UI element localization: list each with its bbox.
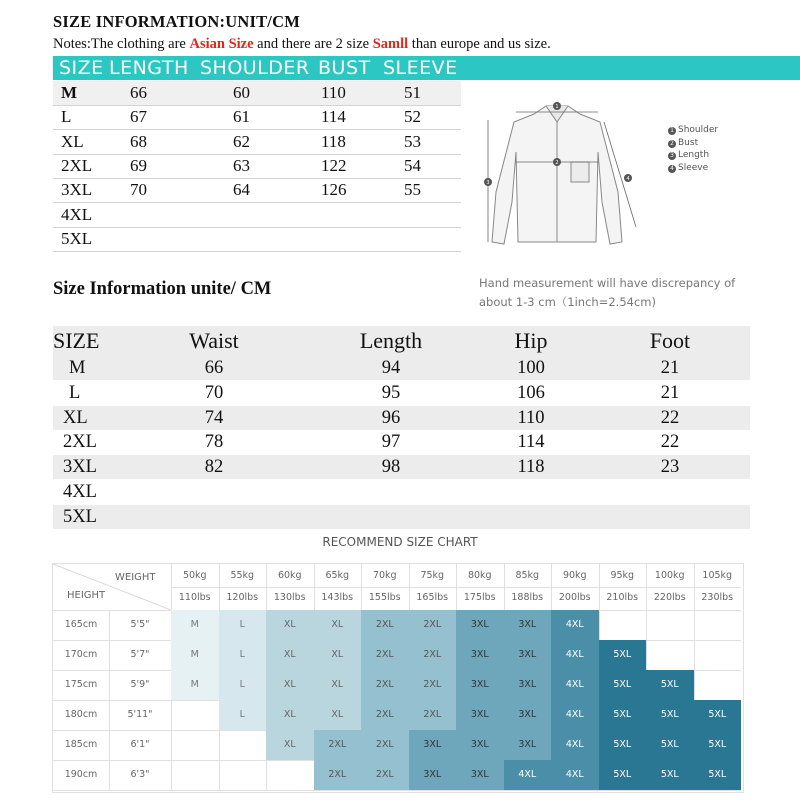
- table-row: [53, 105, 461, 129]
- shirt-cell-bust: 110: [321, 83, 346, 102]
- legend-label: Sleeve: [678, 162, 709, 173]
- shirt-cell-sleeve: 55: [404, 180, 421, 200]
- weight-kg: 60kg: [277, 570, 302, 581]
- legend-number: 4: [668, 165, 676, 173]
- table-row: [53, 130, 461, 154]
- weight-kg: 50kg: [182, 570, 207, 581]
- pants-cell-size: 3XL: [63, 457, 97, 478]
- weight-lbs: 155lbs: [368, 592, 401, 603]
- size-cell: 4XL: [551, 700, 599, 730]
- pants-cell-size: L: [69, 382, 81, 403]
- height-cm: 175cm: [64, 679, 98, 690]
- legend-label: Length: [678, 150, 710, 160]
- shirt-header-size: SIZE: [59, 57, 104, 79]
- size-cell: XL: [266, 610, 314, 640]
- weight-kg: 105kg: [702, 570, 733, 581]
- size-cell: 3XL: [504, 730, 552, 760]
- size-cell: 2XL: [361, 730, 409, 760]
- size-cell: 2XL: [361, 760, 409, 790]
- recommend-title: RECOMMEND SIZE CHART: [322, 535, 478, 549]
- pants-cell-size: XL: [63, 407, 88, 428]
- pants-cell-length: 97: [381, 432, 401, 453]
- pants-header-foot: Foot: [649, 328, 691, 353]
- pants-header-size: SIZE: [53, 328, 100, 353]
- header-mid-divider: [551, 587, 599, 588]
- table-row: [53, 356, 750, 380]
- size-cell: [171, 700, 219, 730]
- notes-text-1: Notes:The clothing are: [53, 36, 190, 52]
- shirt-diagram: [476, 92, 656, 252]
- pants-cell-hip: 106: [517, 382, 545, 403]
- shirt-header-shoulder: SHOULDER: [200, 57, 310, 79]
- size-cell: 3XL: [456, 670, 504, 700]
- size-cell: 5XL: [694, 760, 742, 790]
- size-cell: 2XL: [361, 700, 409, 730]
- size-cell: 3XL: [409, 760, 457, 790]
- size-cell: 5XL: [694, 700, 742, 730]
- weight-kg: 80kg: [467, 570, 492, 581]
- legend-item: [668, 137, 718, 150]
- size-cell: XL: [266, 730, 314, 760]
- size-cell: [171, 730, 219, 760]
- header-mid-divider: [504, 587, 552, 588]
- size-cell: 5XL: [599, 700, 647, 730]
- size-cell: 5XL: [694, 730, 742, 760]
- header-mid-divider: [171, 587, 219, 588]
- header-mid-divider: [219, 587, 267, 588]
- size-cell: 3XL: [504, 640, 552, 670]
- size-cell: M: [171, 670, 219, 700]
- legend-item: [668, 162, 718, 175]
- size-cell: 2XL: [361, 610, 409, 640]
- pants-cell-foot: 21: [660, 382, 680, 403]
- pants-cell-waist: 70: [204, 382, 224, 403]
- size-cell: 2XL: [409, 670, 457, 700]
- shirt-cell-shoulder: 60: [233, 83, 250, 102]
- pants-cell-foot: 23: [660, 457, 680, 478]
- table-row: [53, 430, 750, 454]
- header-mid-divider: [694, 587, 742, 588]
- size-cell: XL: [266, 700, 314, 730]
- size-cell: 4XL: [551, 640, 599, 670]
- pants-size-title: Size Information unite/ CM: [53, 279, 272, 299]
- size-cell: 5XL: [646, 670, 694, 700]
- header-mid-divider: [599, 587, 647, 588]
- shirt-cell-length: 66: [130, 83, 147, 102]
- pants-cell-size: 5XL: [63, 506, 97, 527]
- size-cell: 2XL: [409, 640, 457, 670]
- notes-asian-size: Asian Size: [189, 36, 254, 52]
- size-cell: 2XL: [361, 670, 409, 700]
- shirt-cell-sleeve: 52: [404, 107, 421, 127]
- size-cell: [694, 640, 742, 670]
- measurement-note: [479, 274, 735, 312]
- size-cell: 4XL: [551, 730, 599, 760]
- diagram-marker-1: 1: [555, 104, 559, 110]
- shirt-cell-size: 4XL: [61, 204, 93, 224]
- size-cell: 4XL: [504, 760, 552, 790]
- pants-cell-waist: 78: [204, 432, 224, 453]
- height-cm: 190cm: [64, 769, 98, 780]
- pants-cell-hip: 114: [517, 432, 545, 453]
- shirt-cell-shoulder: 61: [233, 107, 250, 127]
- size-cell: M: [171, 640, 219, 670]
- weight-kg: 70kg: [372, 570, 397, 581]
- pants-cell-length: 94: [381, 358, 401, 378]
- size-cell: 3XL: [504, 670, 552, 700]
- height-cm: 165cm: [64, 619, 98, 630]
- shirt-cell-size: 3XL: [61, 180, 93, 200]
- size-cell: 5XL: [646, 730, 694, 760]
- shirt-cell-size: M: [61, 83, 78, 102]
- pants-cell-foot: 21: [660, 358, 680, 378]
- shirt-cell-bust: 114: [321, 107, 346, 127]
- diagram-marker-3: 3: [486, 180, 490, 186]
- size-cell: [171, 760, 219, 790]
- size-cell: XL: [314, 640, 362, 670]
- size-cell: L: [219, 700, 267, 730]
- pants-header-waist: Waist: [189, 328, 239, 353]
- header-mid-divider: [646, 587, 694, 588]
- table-row: [53, 480, 750, 504]
- weight-lbs: 188lbs: [511, 592, 544, 603]
- size-cell: 2XL: [314, 760, 362, 790]
- weight-lbs: 210lbs: [606, 592, 639, 603]
- size-cell: 5XL: [599, 760, 647, 790]
- table-row: [53, 381, 750, 405]
- table-row: [53, 203, 461, 227]
- size-cell: XL: [314, 610, 362, 640]
- table-row: [53, 154, 461, 178]
- shirt-cell-sleeve: 53: [404, 131, 421, 151]
- weight-lbs: 200lbs: [558, 592, 591, 603]
- shirt-table-header: [53, 56, 800, 80]
- notes-small: Samll: [372, 36, 409, 52]
- pants-cell-waist: 66: [204, 358, 224, 378]
- size-cell: XL: [266, 640, 314, 670]
- size-cell: [646, 640, 694, 670]
- header-mid-divider: [456, 587, 504, 588]
- diagram-marker-2: 2: [555, 160, 559, 166]
- size-cell: 4XL: [551, 760, 599, 790]
- size-cell: XL: [314, 700, 362, 730]
- size-cell: [599, 610, 647, 640]
- weight-kg: 90kg: [562, 570, 587, 581]
- weight-lbs: 110lbs: [178, 592, 211, 603]
- shirt-cell-length: 68: [130, 131, 147, 151]
- pants-cell-waist: 82: [204, 457, 224, 478]
- size-cell: 4XL: [551, 670, 599, 700]
- shirt-cell-bust: 122: [321, 155, 347, 175]
- shirt-cell-shoulder: 63: [233, 155, 250, 175]
- shirt-cell-bust: 118: [321, 131, 346, 151]
- size-cell: XL: [266, 670, 314, 700]
- weight-kg: 55kg: [230, 570, 255, 581]
- size-cell: 3XL: [504, 700, 552, 730]
- pants-cell-hip: 100: [517, 358, 545, 378]
- measurement-note-line2: about 1-3 cm（1inch=2.54cm): [479, 295, 656, 309]
- weight-lbs: 220lbs: [653, 592, 686, 603]
- header-mid-divider: [361, 587, 409, 588]
- weight-lbs: 165lbs: [416, 592, 449, 603]
- diagonal-line: [53, 564, 171, 610]
- height-cm: 170cm: [64, 649, 98, 660]
- table-row: [53, 227, 461, 251]
- shirt-cell-shoulder: 62: [233, 131, 250, 151]
- weight-lbs: 230lbs: [701, 592, 734, 603]
- pants-table-header: [53, 326, 750, 356]
- size-cell: [266, 760, 314, 790]
- size-cell: 3XL: [456, 760, 504, 790]
- size-cell: XL: [314, 670, 362, 700]
- weight-lbs: 175lbs: [463, 592, 496, 603]
- notes-text-2: and there are 2 size: [253, 36, 373, 52]
- pants-cell-hip: 118: [517, 457, 545, 478]
- size-notes: [53, 36, 551, 53]
- pants-cell-size: 4XL: [63, 482, 97, 502]
- pants-cell-hip: 110: [517, 407, 545, 428]
- weight-kg: 95kg: [610, 570, 635, 581]
- weight-kg: 65kg: [325, 570, 350, 581]
- size-cell: 3XL: [456, 730, 504, 760]
- weight-label: WEIGHT: [115, 572, 156, 583]
- pants-cell-length: 95: [381, 382, 401, 403]
- pants-header-length: Length: [359, 328, 423, 353]
- legend-number: 3: [668, 152, 676, 160]
- weight-lbs: 120lbs: [226, 592, 259, 603]
- size-cell: 2XL: [314, 730, 362, 760]
- height-ft: 6'3": [130, 769, 150, 780]
- shirt-cell-size: 5XL: [61, 228, 93, 248]
- size-cell: 3XL: [456, 610, 504, 640]
- size-cell: L: [219, 670, 267, 700]
- notes-text-3: than europe and us size.: [408, 36, 551, 52]
- shirt-header-sleeve: SLEEVE: [383, 57, 458, 79]
- size-cell: 4XL: [551, 610, 599, 640]
- table-row: [53, 455, 750, 479]
- header-mid-divider: [409, 587, 457, 588]
- shirt-cell-length: 69: [130, 155, 147, 175]
- size-cell: [219, 760, 267, 790]
- diagram-marker-4: 4: [626, 176, 630, 182]
- legend-number: 1: [668, 127, 676, 135]
- shirt-cell-length: 70: [130, 180, 147, 200]
- table-row: [53, 406, 750, 430]
- height-ft: 5'7": [130, 649, 150, 660]
- size-cell: 3XL: [504, 610, 552, 640]
- shirt-cell-size: L: [61, 107, 72, 127]
- size-cell: 5XL: [646, 760, 694, 790]
- pants-cell-foot: 22: [660, 432, 680, 453]
- shirt-header-length: LENGTH: [109, 57, 189, 79]
- shirt-cell-sleeve: 54: [404, 155, 421, 175]
- weight-lbs: 143lbs: [321, 592, 354, 603]
- legend-label: Bust: [678, 137, 699, 148]
- pants-cell-size: 2XL: [63, 432, 97, 453]
- table-row: [53, 81, 461, 105]
- shirt-cell-size: 2XL: [61, 155, 93, 175]
- size-cell: 5XL: [646, 700, 694, 730]
- shirt-cell-shoulder: 64: [233, 180, 250, 200]
- size-cell: 3XL: [456, 700, 504, 730]
- shirt-header-bust: BUST: [318, 57, 371, 79]
- size-cell: 3XL: [409, 730, 457, 760]
- row-divider: [53, 790, 741, 791]
- size-cell: L: [219, 610, 267, 640]
- legend-label: Shoulder: [678, 125, 719, 135]
- height-ft: 5'5": [130, 619, 150, 630]
- shirt-cell-size: XL: [61, 131, 84, 151]
- size-cell: 3XL: [456, 640, 504, 670]
- header-mid-divider: [266, 587, 314, 588]
- pants-cell-length: 96: [381, 407, 401, 428]
- diagram-legend: [668, 124, 718, 174]
- pants-cell-foot: 22: [660, 407, 680, 428]
- pants-header-hip: Hip: [514, 328, 548, 353]
- shirt-cell-length: 67: [130, 107, 147, 127]
- weight-kg: 75kg: [420, 570, 445, 581]
- height-cm: 185cm: [64, 739, 98, 750]
- shirt-cell-sleeve: 51: [404, 83, 421, 102]
- recommend-size-chart: [52, 563, 744, 793]
- pants-cell-length: 98: [381, 457, 401, 478]
- table-row: [53, 178, 461, 202]
- size-cell: 5XL: [599, 670, 647, 700]
- row-divider: [53, 251, 461, 252]
- shirt-cell-bust: 126: [321, 180, 347, 200]
- size-cell: 2XL: [409, 610, 457, 640]
- measurement-note-line1: Hand measurement will have discrepancy of: [479, 276, 736, 290]
- shirt-size-title: SIZE INFORMATION:UNIT/CM: [53, 12, 300, 31]
- header-mid-divider: [314, 587, 362, 588]
- size-cell: [694, 670, 742, 700]
- height-ft: 5'9": [130, 679, 150, 690]
- size-cell: 5XL: [599, 730, 647, 760]
- pants-cell-waist: 74: [204, 407, 224, 428]
- height-ft: 5'11": [127, 709, 153, 720]
- weight-lbs: 130lbs: [273, 592, 306, 603]
- pants-cell-size: M: [69, 358, 86, 378]
- legend-item: [668, 149, 718, 162]
- size-cell: [219, 730, 267, 760]
- size-cell: [646, 610, 694, 640]
- size-cell: 5XL: [599, 640, 647, 670]
- table-row: [53, 505, 750, 529]
- weight-kg: 100kg: [654, 570, 685, 581]
- legend-item: [668, 124, 718, 137]
- size-cell: 2XL: [361, 640, 409, 670]
- size-cell: 2XL: [409, 700, 457, 730]
- height-label: HEIGHT: [67, 590, 106, 601]
- height-ft: 6'1": [130, 739, 150, 750]
- weight-kg: 85kg: [515, 570, 540, 581]
- size-cell: L: [219, 640, 267, 670]
- height-cm: 180cm: [64, 709, 98, 720]
- size-cell: [694, 610, 742, 640]
- header-diagonal: [53, 564, 171, 610]
- size-cell: M: [171, 610, 219, 640]
- legend-number: 2: [668, 140, 676, 148]
